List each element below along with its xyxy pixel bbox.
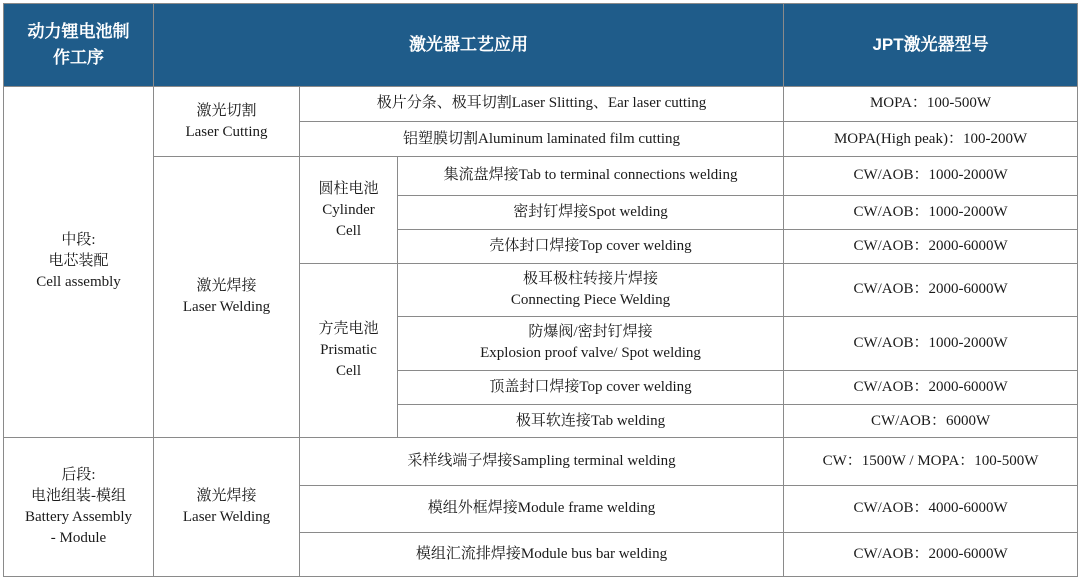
stage-battery-assembly-module (4, 437, 154, 576)
model-cell: CW/AOB：2000-6000W (784, 264, 1078, 316)
category-laser-welding-module (154, 437, 300, 576)
model-cell: CW/AOB：1000-2000W (784, 195, 1078, 229)
category-label-cn: 激光焊接 (196, 487, 257, 504)
category-label-cn: 激光焊接 (196, 278, 257, 295)
process-label-cn: 极耳极柱转接片焊接 (523, 270, 659, 287)
model-cell: CW/AOB：2000-6000W (784, 229, 1078, 263)
process-label-en: Connecting Piece Welding (510, 291, 671, 308)
cell-type-cylinder (300, 157, 398, 264)
header-process-stage (4, 4, 154, 87)
category-label-en: Laser Welding (182, 508, 271, 525)
model-cell: CW/AOB：2000-6000W (784, 371, 1078, 405)
model-cell: MOPA：100-500W (784, 86, 1078, 121)
model-cell: CW/AOB：1000-2000W (784, 157, 1078, 195)
process-cell: 模组外框焊接Module frame welding (300, 486, 784, 532)
cell-type-label-line: Prismatic (320, 341, 377, 358)
laser-application-table (3, 3, 1078, 577)
category-label-cn: 激光切割 (196, 102, 257, 119)
category-laser-welding (154, 157, 300, 437)
process-cell: 极片分条、极耳切割Laser Slitting、Ear laser cutting (300, 86, 784, 121)
stage-label-line: Battery Assembly (24, 508, 133, 525)
stage-label-line: 中段: (61, 232, 96, 249)
process-cell: 密封钉焊接Spot welding (398, 195, 784, 229)
process-label-en: Explosion proof valve/ Spot welding (480, 345, 701, 362)
stage-label-line: 电池组装-模组 (31, 487, 126, 504)
model-cell: CW/AOB：4000-6000W (784, 486, 1078, 532)
model-cell: MOPA(High peak)：100-200W (784, 122, 1078, 157)
header-process-stage-line: 动力锂电池制 (27, 21, 130, 42)
process-cell: 铝塑膜切割Aluminum laminated film cutting (300, 122, 784, 157)
category-label-en: Laser Welding (182, 299, 271, 316)
table-row (4, 157, 1078, 195)
process-label-cn: 防爆阀/密封钉焊接 (528, 324, 653, 341)
process-cell: 模组汇流排焊接Module bus bar welding (300, 532, 784, 576)
cell-type-label-line: 方壳电池 (318, 320, 379, 337)
table-row (4, 437, 1078, 485)
process-cell: 极耳软连接Tab welding (398, 405, 784, 437)
laser-application-table-container (3, 3, 1077, 577)
process-cell: 采样线端子焊接Sampling terminal welding (300, 437, 784, 485)
cell-type-prismatic (300, 264, 398, 438)
cell-type-label-line: Cell (336, 222, 361, 239)
category-laser-cutting (154, 86, 300, 157)
cell-type-label-line: 圆柱电池 (318, 180, 379, 197)
stage-cell-assembly (4, 86, 154, 437)
stage-label-line: Cell assembly (36, 274, 121, 291)
model-cell: CW/AOB：1000-2000W (784, 316, 1078, 370)
model-cell: CW/AOB：6000W (784, 405, 1078, 437)
model-cell: CW：1500W / MOPA：100-500W (784, 437, 1078, 485)
category-label-en: Laser Cutting (185, 123, 268, 140)
model-cell: CW/AOB：2000-6000W (784, 532, 1078, 576)
stage-label-line: 电芯装配 (48, 253, 109, 270)
header-process-stage-line: 作工序 (53, 47, 104, 68)
stage-label-line: 后段: (61, 466, 96, 483)
cell-type-label-line: Cylinder (322, 201, 375, 218)
header-row (4, 4, 1078, 87)
header-laser-application: 激光器工艺应用 (154, 4, 784, 87)
process-cell: 顶盖封口焊接Top cover welding (398, 371, 784, 405)
stage-label-line: - Module (50, 529, 107, 546)
cell-type-label-line: Cell (336, 362, 361, 379)
process-cell: 集流盘焊接Tab to terminal connections welding (398, 157, 784, 195)
process-cell: 壳体封口焊接Top cover welding (398, 229, 784, 263)
table-row (4, 86, 1078, 121)
process-cell (398, 264, 784, 316)
header-jpt-laser-model: JPT激光器型号 (784, 4, 1078, 87)
process-cell (398, 316, 784, 370)
